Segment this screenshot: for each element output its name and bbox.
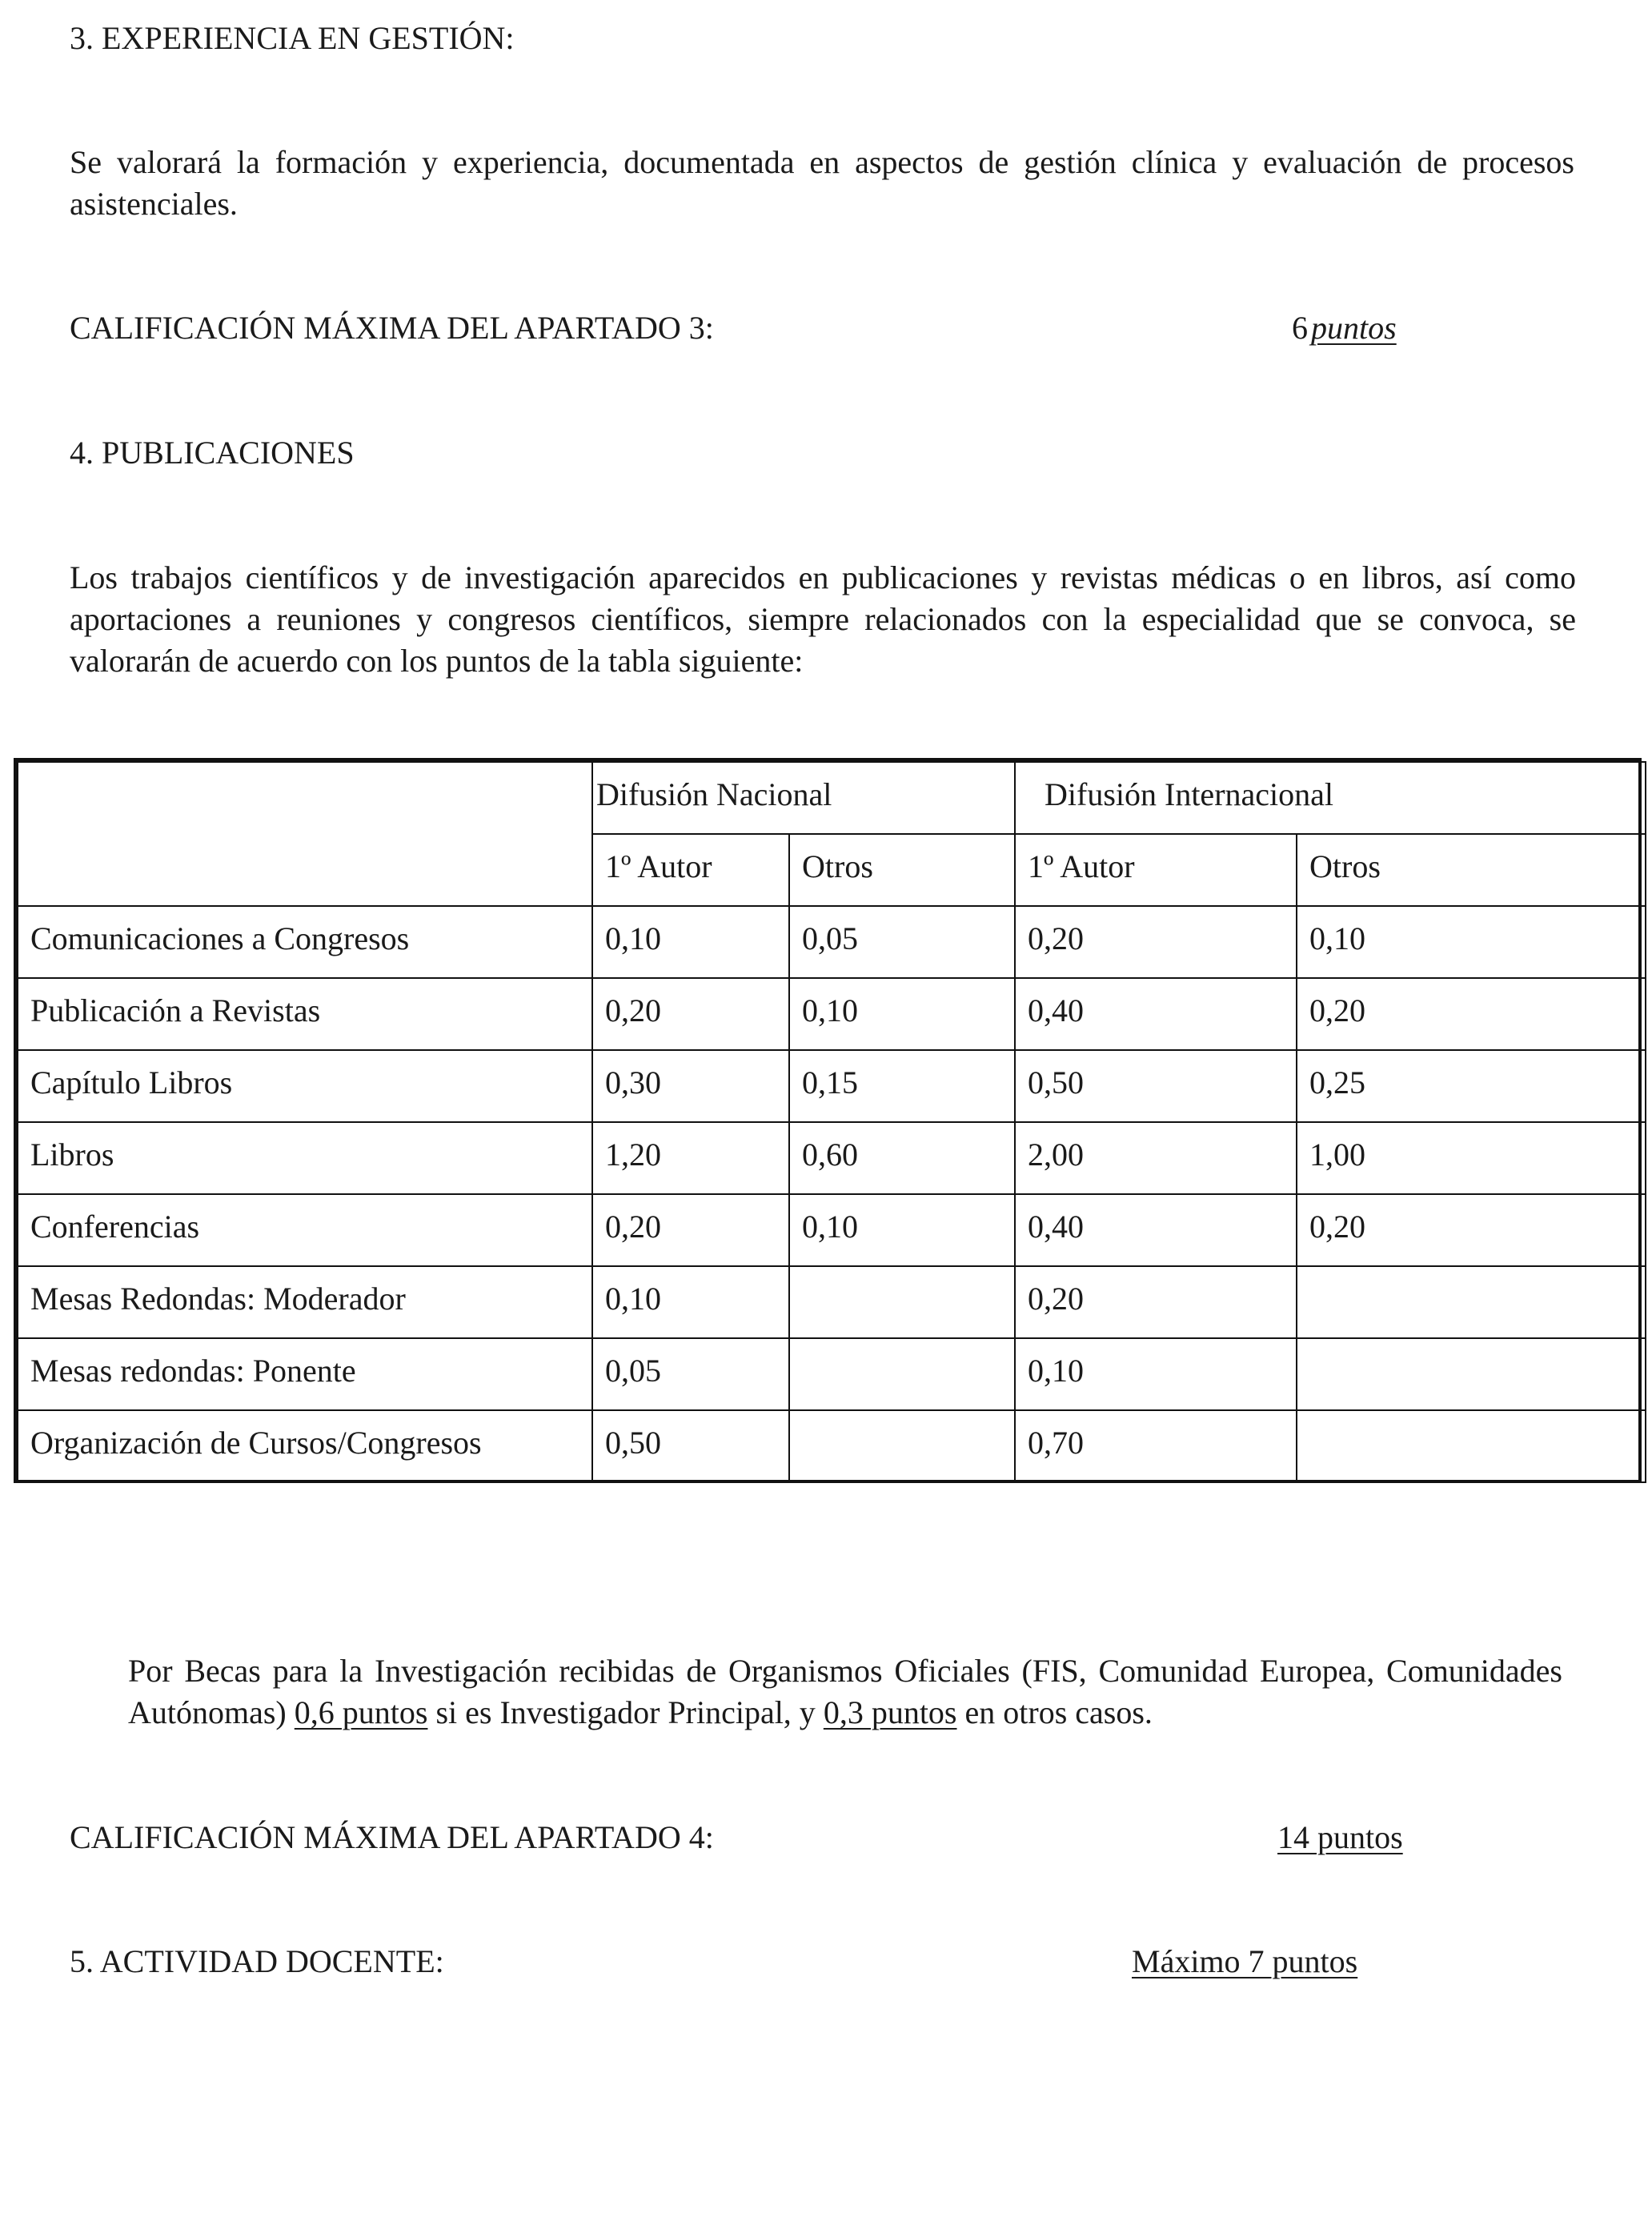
row-value: 0,10 bbox=[592, 1266, 789, 1338]
row-label: Comunicaciones a Congresos bbox=[18, 906, 592, 978]
row-value: 0,10 bbox=[1015, 1338, 1297, 1410]
subheader-nacional-primer-autor: 1º Autor bbox=[592, 834, 789, 906]
row-value: 0,20 bbox=[592, 978, 789, 1050]
section-5-heading: 5. ACTIVIDAD DOCENTE: bbox=[70, 1943, 444, 1979]
row-value bbox=[789, 1338, 1015, 1410]
row-value bbox=[789, 1410, 1015, 1482]
row-value: 0,50 bbox=[1015, 1050, 1297, 1122]
table-row bbox=[18, 1050, 1646, 1122]
row-value: 0,20 bbox=[1015, 1266, 1297, 1338]
row-value: 0,50 bbox=[592, 1410, 789, 1482]
row-value: 0,05 bbox=[789, 906, 1015, 978]
row-value: 1,00 bbox=[1297, 1122, 1646, 1194]
row-value: 0,20 bbox=[1297, 1194, 1646, 1266]
row-value bbox=[1297, 1410, 1646, 1482]
becas-text-1: Por Becas para la Investigación recibidas de Organismos Oficiales (FIS, Comunidad Europea, Comunidades Autónomas) bbox=[128, 1653, 1562, 1730]
row-value: 0,10 bbox=[789, 978, 1015, 1050]
row-label: Conferencias bbox=[18, 1194, 592, 1266]
row-value: 0,30 bbox=[592, 1050, 789, 1122]
becas-points-other: 0,3 puntos bbox=[823, 1694, 957, 1730]
subheader-internacional-primer-autor: 1º Autor bbox=[1015, 834, 1297, 906]
row-label: Organización de Cursos/Congresos bbox=[18, 1410, 592, 1482]
header-difusion-internacional: Difusión Internacional bbox=[1015, 762, 1646, 834]
row-value: 0,05 bbox=[592, 1338, 789, 1410]
header-difusion-nacional: Difusión Nacional bbox=[592, 762, 1015, 834]
becas-points-principal: 0,6 puntos bbox=[294, 1694, 428, 1730]
section-3-max-label: CALIFICACIÓN MÁXIMA DEL APARTADO 3: bbox=[70, 310, 714, 346]
section-4-heading: 4. PUBLICACIONES bbox=[70, 435, 355, 471]
table-row bbox=[18, 1338, 1646, 1410]
row-value: 0,40 bbox=[1015, 1194, 1297, 1266]
table-body bbox=[18, 906, 1646, 1482]
row-value: 1,20 bbox=[592, 1122, 789, 1194]
table-group-header-row bbox=[18, 762, 1646, 834]
row-value: 0,70 bbox=[1015, 1410, 1297, 1482]
section-3-max-value bbox=[1292, 307, 1397, 349]
row-value bbox=[1297, 1338, 1646, 1410]
section-5-max-value: Máximo 7 puntos bbox=[1132, 1943, 1358, 1979]
table-row bbox=[18, 1410, 1646, 1482]
publications-table bbox=[14, 758, 1642, 1483]
becas-text-3: en otros casos. bbox=[956, 1694, 1153, 1730]
row-value: 0,10 bbox=[592, 906, 789, 978]
section-3-paragraph: Se valorará la formación y experiencia, documentada en aspectos de gestión clínica y evaluación de procesos asistenciales. bbox=[70, 144, 1574, 222]
row-value: 0,20 bbox=[592, 1194, 789, 1266]
table-row bbox=[18, 906, 1646, 978]
table-row bbox=[18, 1266, 1646, 1338]
row-value: 0,20 bbox=[1015, 906, 1297, 978]
section-4-max-label: CALIFICACIÓN MÁXIMA DEL APARTADO 4: bbox=[70, 1819, 714, 1855]
row-value: 0,60 bbox=[789, 1122, 1015, 1194]
section-3-heading: 3. EXPERIENCIA EN GESTIÓN: bbox=[70, 20, 515, 56]
section-3-max-unit: puntos bbox=[1311, 310, 1397, 346]
table-row bbox=[18, 978, 1646, 1050]
row-label: Publicación a Revistas bbox=[18, 978, 592, 1050]
section-4-max-value: 14 puntos bbox=[1277, 1819, 1403, 1855]
row-value bbox=[1297, 1266, 1646, 1338]
section-4-paragraph: Los trabajos científicos y de investigación aparecidos en publicaciones y revistas médicas o en libros, así como aportaciones a reuniones y congresos científicos, siempre relacionados con la especialidad que se convoca, se valorarán de acuerdo con los puntos de la tabla siguiente: bbox=[70, 559, 1576, 679]
table-row bbox=[18, 1122, 1646, 1194]
subheader-nacional-otros: Otros bbox=[789, 834, 1015, 906]
row-label: Capítulo Libros bbox=[18, 1050, 592, 1122]
subheader-internacional-otros: Otros bbox=[1297, 834, 1646, 906]
row-value: 0,15 bbox=[789, 1050, 1015, 1122]
becas-text-2: si es Investigador Principal, y bbox=[427, 1694, 824, 1730]
row-value: 2,00 bbox=[1015, 1122, 1297, 1194]
row-value: 0,40 bbox=[1015, 978, 1297, 1050]
row-value: 0,10 bbox=[1297, 906, 1646, 978]
row-value bbox=[789, 1266, 1015, 1338]
table-row bbox=[18, 1194, 1646, 1266]
table-corner-cell bbox=[18, 762, 592, 906]
row-label: Mesas Redondas: Moderador bbox=[18, 1266, 592, 1338]
row-label: Mesas redondas: Ponente bbox=[18, 1338, 592, 1410]
row-label: Libros bbox=[18, 1122, 592, 1194]
row-value: 0,20 bbox=[1297, 978, 1646, 1050]
section-3-max-number: 6 bbox=[1292, 310, 1308, 346]
becas-paragraph bbox=[128, 1650, 1562, 1734]
row-value: 0,10 bbox=[789, 1194, 1015, 1266]
row-value: 0,25 bbox=[1297, 1050, 1646, 1122]
